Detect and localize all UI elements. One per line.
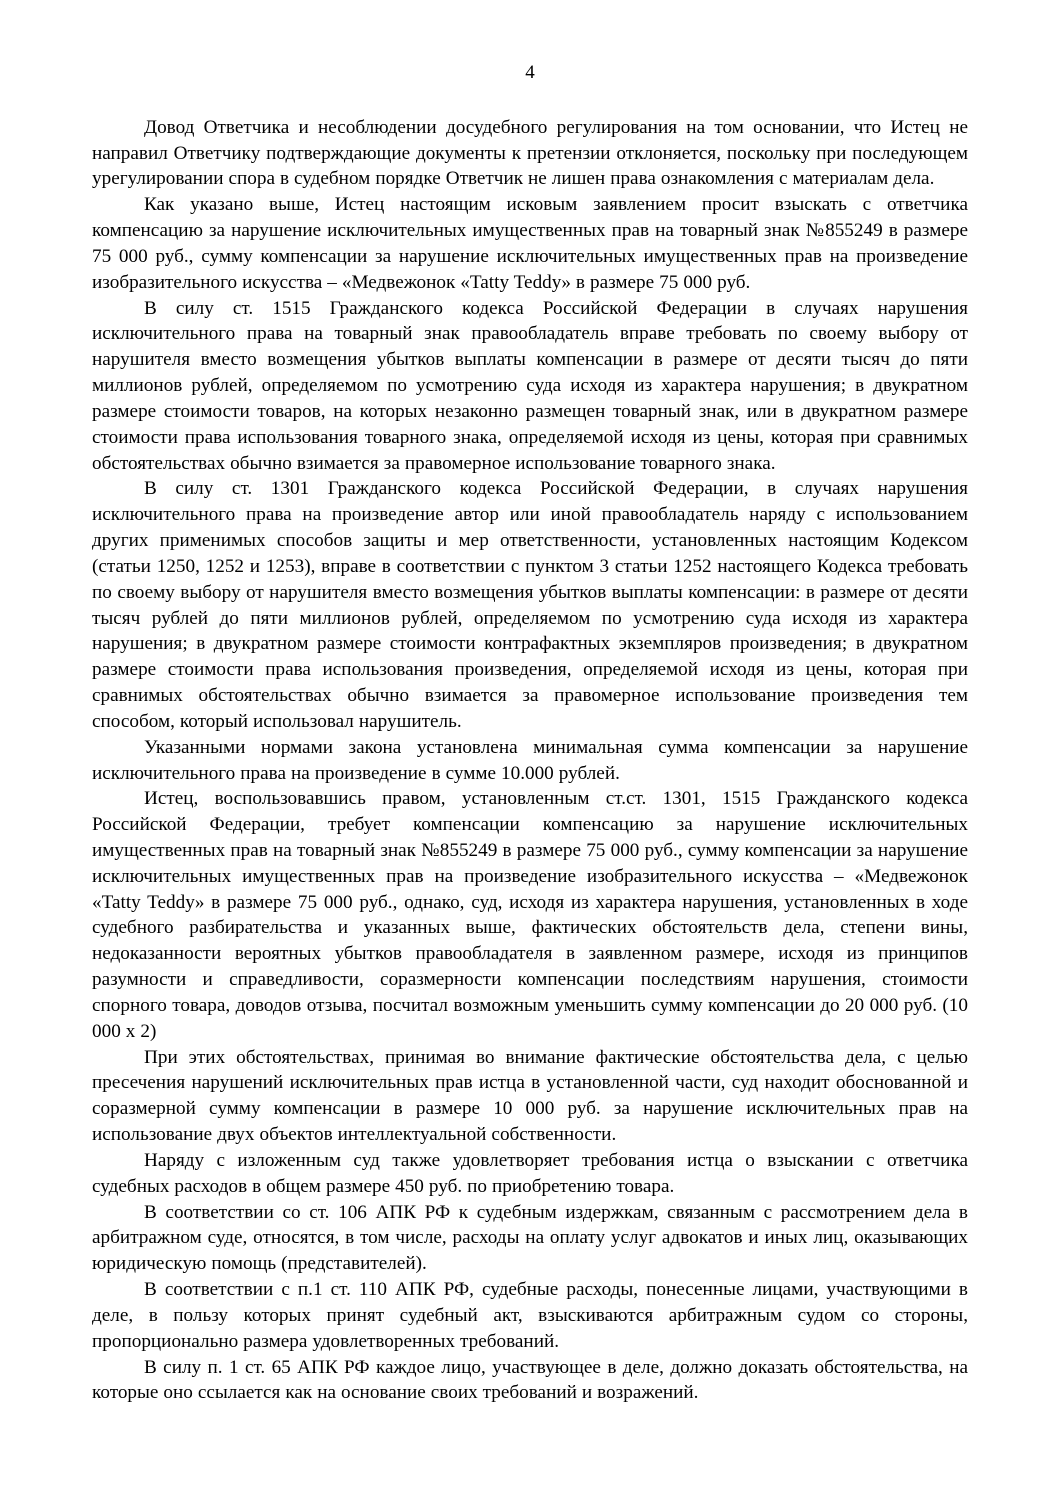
page-number: 4 — [525, 62, 535, 83]
paragraph: В соответствии со ст. 106 АПК РФ к судебным издержкам, связанным с рассмотрением дела в арбитражном суде, относятся, в том числе, расходы на оплату услуг адвокатов и иных лиц, оказывающих юридическую помощь (представителей). — [92, 1201, 968, 1275]
paragraph: Как указано выше, Истец настоящим исковым заявлением просит взыскать с ответчика компенсацию за нарушение исключительных имущественных прав на товарный знак №855249 в размере 75 000 руб., сумму компенсации за нарушение исключительных имущественных прав на произведение изобразительного искусства – «Медвежонок «Tatty Teddy» в размере 75 000 руб. — [92, 194, 968, 293]
paragraph: Истец, воспользовавшись правом, установленным ст.ст. 1301, 1515 Гражданского кодекса Российской Федерации, требует компенсации компенсацию за нарушение исключительных имущественных прав на товарный знак №855249 в размере 75 000 руб., сумму компенсации за нарушение исключительных имущественных прав на произведение изобразительного искусства – «Медвежонок «Tatty Teddy» в размере 75 000 руб., однако, суд, исходя из характера нарушения, установленных в ходе судебного разбирательства и указанных выше, фактических обстоятельств дела, степени вины, недоказанности вероятных убытков правообладателя в заявленном размере, исходя из принципов разумности и справедливости, соразмерности компенсации последствиям нарушения, стоимости спорного товара, доводов отзыва, посчитал возможным уменьшить сумму компенсации до 20 000 руб. (10 000 х 2) — [92, 788, 968, 1042]
paragraph: В силу ст. 1515 Гражданского кодекса Российской Федерации в случаях нарушения исключительного права на товарный знак правообладатель вправе требовать по своему выбору от нарушителя вместо возмещения убытков выплаты компенсации в размере от десяти тысяч до пяти миллионов рублей, определяемом по усмотрению суда исходя из характера нарушения; в двукратном размере стоимости товаров, на которых незаконно размещен товарный знак, или в двукратном размере стоимости права использования товарного знака, определяемой исходя из цены, которая при сравнимых обстоятельствах обычно взимается за правомерное использование товарного знака. — [92, 297, 968, 474]
document-body — [92, 115, 968, 1406]
paragraph: Довод Ответчика и несоблюдении досудебного регулирования на том основании, что Истец не направил Ответчику подтверждающие документы к претензии отклоняется, поскольку при последующем урегулировании спора в судебном порядке Ответчик не лишен права ознакомления с материалам дела. — [92, 116, 968, 190]
paragraph: В силу ст. 1301 Гражданского кодекса Российской Федерации, в случаях нарушения исключительного права на произведение автор или иной правообладатель наряду с использованием других применимых способов защиты и мер ответственности, установленных настоящим Кодексом (статьи 1250, 1252 и 1253), вправе в соответствии с пунктом 3 статьи 1252 настоящего Кодекса требовать по своему выбору от нарушителя вместо возмещения убытков выплаты компенсации: в размере от десяти тысяч рублей до пяти миллионов рублей, определяемом по усмотрению суда исходя из характера нарушения; в двукратном размере стоимости контрафактных экземпляров произведения; в двукратном размере стоимости права использования произведения, определяемой исходя из цены, которая при сравнимых обстоятельствах обычно взимается за правомерное использование произведения тем способом, который использовал нарушитель. — [92, 478, 968, 732]
paragraph: Указанными нормами закона установлена минимальная сумма компенсации за нарушение исключительного права на произведение в сумме 10.000 рублей. — [92, 736, 968, 784]
paragraph: В соответствии с п.1 ст. 110 АПК РФ, судебные расходы, понесенные лицами, участвующими в деле, в пользу которых принят судебный акт, взыскиваются арбитражным судом со стороны, пропорционально размера удовлетворенных требований. — [92, 1279, 968, 1352]
paragraph: При этих обстоятельствах, принимая во внимание фактические обстоятельства дела, с целью пресечения нарушений исключительных прав истца в установленной части, суд находит обоснованной и соразмерной сумму компенсации в размере 10 000 руб. за нарушение исключительных прав на использование двух объектов интеллектуальной собственности. — [92, 1046, 968, 1146]
paragraph: Наряду с изложенным суд также удовлетворяет требования истца о взыскании с ответчика судебных расходов в общем размере 450 руб. по приобретению товара. — [92, 1149, 968, 1197]
paragraph: В силу п. 1 ст. 65 АПК РФ каждое лицо, участвующее в деле, должно доказать обстоятельства, на которые оно ссылается как на основание своих требований и возражений. — [92, 1356, 968, 1404]
